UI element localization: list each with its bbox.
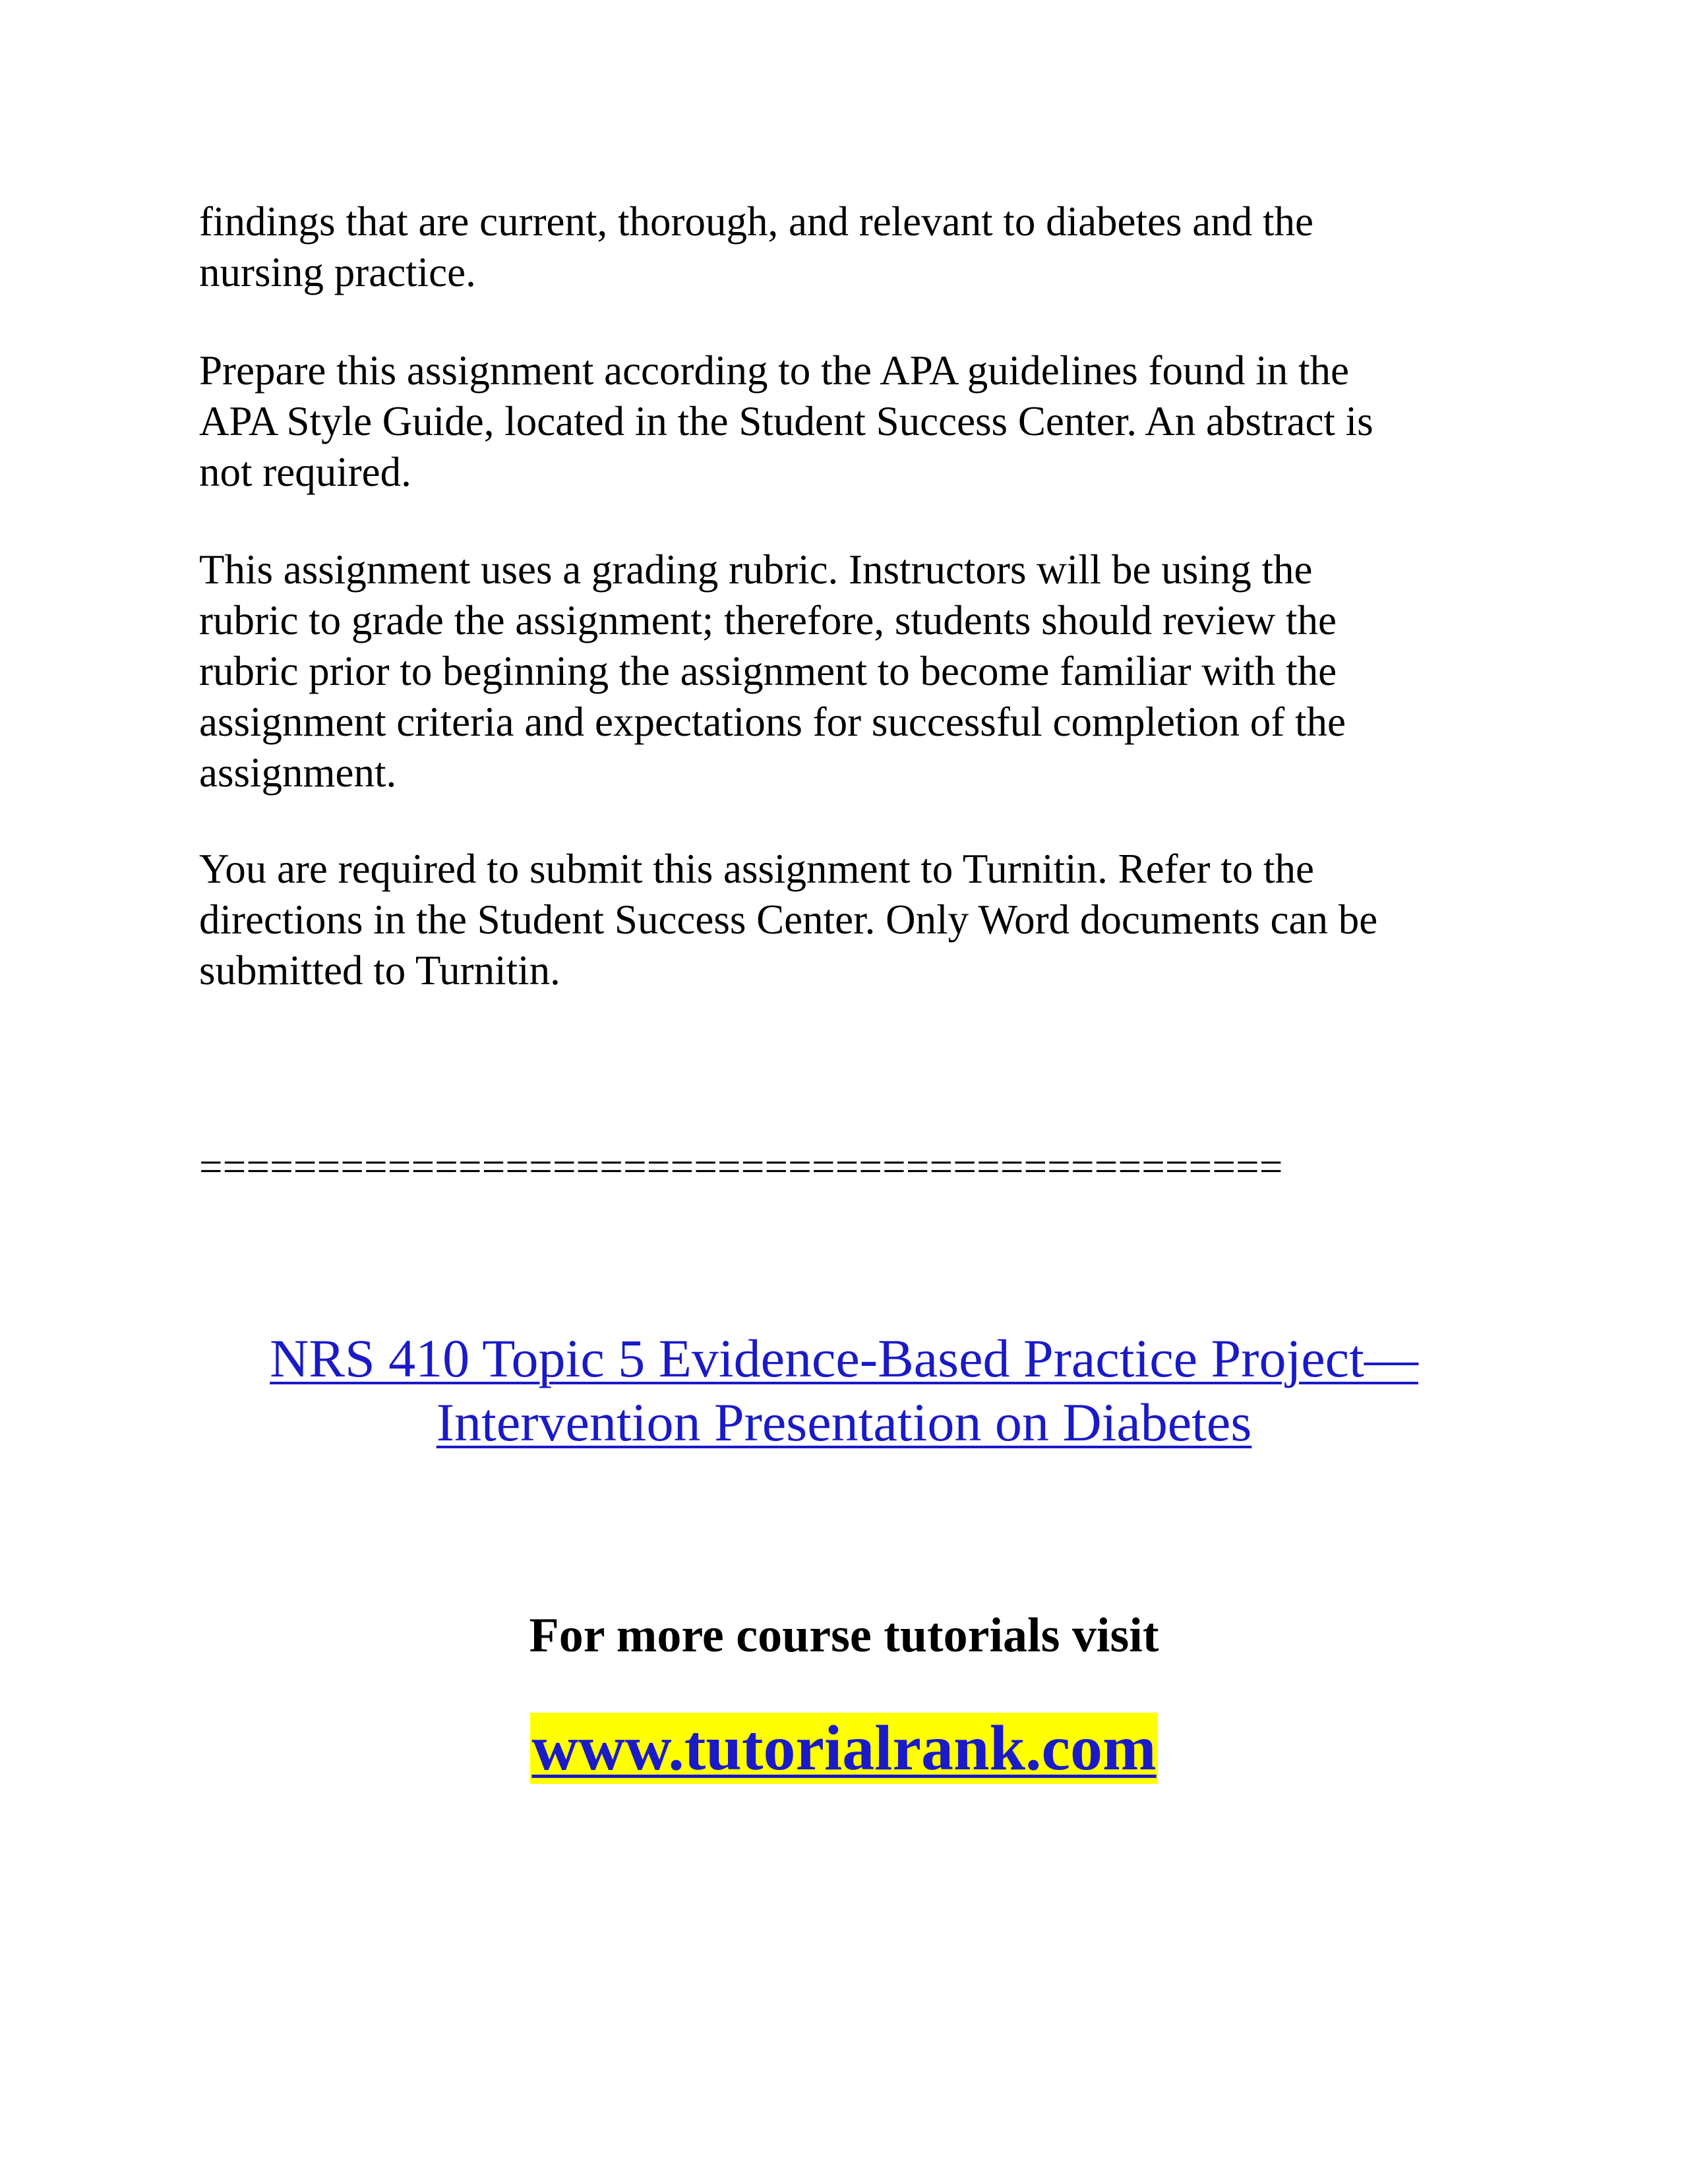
visit-label: For more course tutorials visit <box>529 1608 1159 1663</box>
site-link-block <box>0 1713 1688 1784</box>
paragraph-grading-rubric: This assignment uses a grading rubric. Instructors will be using the rubric to grade the assignment; therefore, students should review the rubric prior to beginning the assignment to become familiar with the assignment criteria and expectations for successful completion of the assignment. <box>199 546 1346 796</box>
paragraph-apa-guidelines: Prepare this assignment according to the APA guidelines found in the APA Style Guide, located in the Student Success Center. An abstract is not required. <box>199 347 1373 495</box>
paragraph-findings: findings that are current, thorough, and relevant to diabetes and the nursing practice. <box>199 198 1313 295</box>
separator-line: ============================================== <box>199 1144 1283 1190</box>
course-link-line-1: NRS 410 Topic 5 Evidence-Based Practice Project— <box>270 1328 1418 1388</box>
site-link[interactable]: www.tutorialrank.com <box>531 1713 1157 1784</box>
paragraph-turnitin: You are required to submit this assignment to Turnitin. Refer to the directions in the Student Success Center. Only Word documents can be submitted to Turnitin. <box>199 846 1378 993</box>
course-link-line-2: Intervention Presentation on Diabetes <box>436 1392 1252 1452</box>
course-link-block <box>0 1326 1688 1454</box>
course-link[interactable] <box>270 1328 1418 1452</box>
